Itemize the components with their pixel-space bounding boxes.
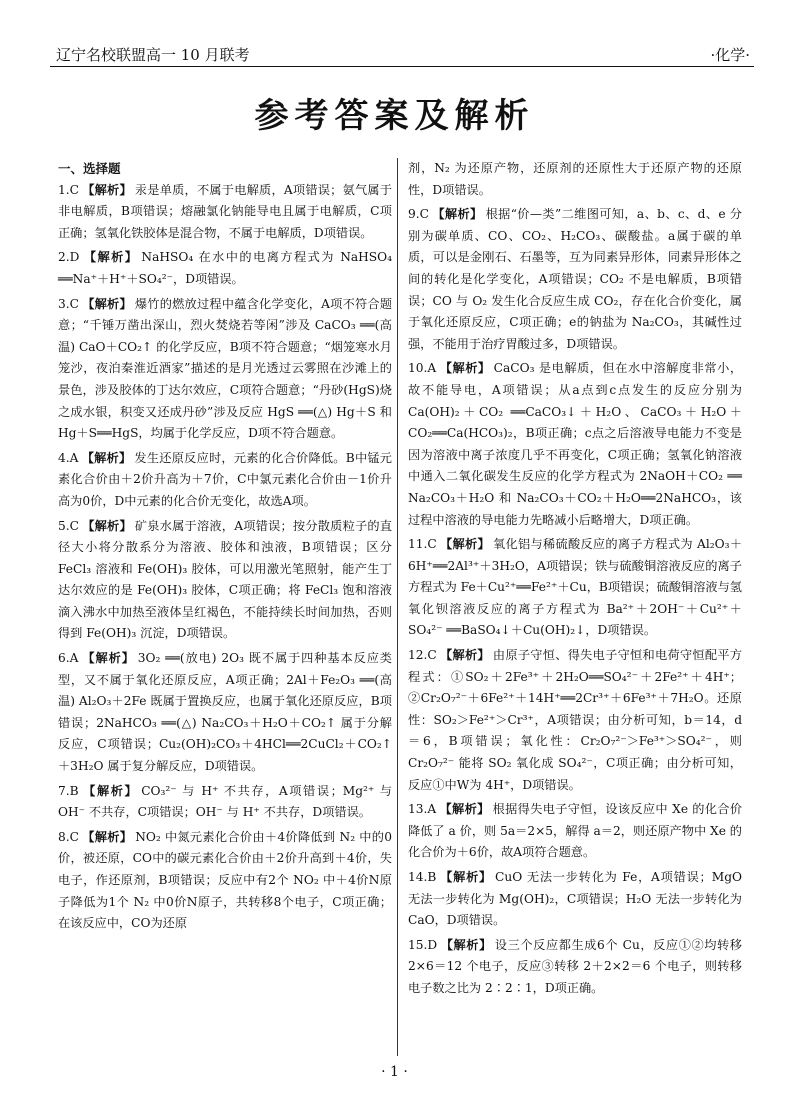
- answer-item: [408, 358, 742, 531]
- answer-letter: A: [69, 450, 79, 465]
- answer-letter: C: [69, 296, 79, 311]
- answer-item: [58, 448, 392, 513]
- answer-item: [58, 180, 392, 245]
- analysis-label: 【解析】: [439, 870, 493, 884]
- analysis-text: NaHSO₄ 在水中的电离方程式为 NaHSO₄ ══Na⁺＋H⁺＋SO₄²⁻，D项错误。: [58, 250, 392, 286]
- analysis-label: 【解析】: [439, 648, 490, 663]
- question-number: 10.: [408, 361, 428, 376]
- exam-name: 辽宁名校联盟高一 10 月联考: [56, 46, 250, 64]
- analysis-text: 3O₂ ══(放电) 2O₃ 既不属于四种基本反应类型，又不属于氧化还原反应，A项正确；2Al＋Fe₂O₃ ══(高温) Al₂O₃＋2Fe 既属于置换反应，也属于氧化还原反应，B项错误；2NaHCO₃ ══(△) Na₂CO₃＋H₂O＋CO₂↑ 属于分解反应，C项错误；Cu₂(OH)₂CO₃＋4HCl══2CuCl₂＋CO₂↑＋3H₂O 属于复分解反应，D项错误。: [58, 651, 392, 774]
- answer-letter: C: [427, 648, 437, 663]
- page-header: [50, 42, 754, 67]
- right-column: [408, 158, 742, 1003]
- question-number: 2.: [58, 250, 70, 265]
- answer-item: [58, 648, 392, 778]
- analysis-text: 矿泉水属于溶液，A项错误；按分散质粒子的直径大小将分散系分为溶液、胶体和浊液，B项错误；区分 FeCl₃ 溶液和 Fe(OH)₃ 胶体，可以用激光笔照射，能产生丁达尔效应的是 Fe(OH)₃ 胶体，C项正确；将 FeCl₃ 饱和溶液滴入沸水中加热至液体呈红褐色，不能持续长时间加热，否则得到 Fe(OH)₃ 沉淀，D项错误。: [58, 518, 393, 641]
- question-number: 9.: [408, 207, 420, 222]
- question-number: 11.: [408, 537, 428, 552]
- analysis-text: CuO 无法一步转化为 Fe，A项错误；MgO 无法一步转化为 Mg(OH)₂，C项错误；H₂O 无法一步转化为 CaO，D项错误。: [408, 870, 743, 928]
- analysis-text: NO₂ 中氮元素化合价由＋4价降低到 N₂ 中的0价，被还原，CO中的碳元素化合价由＋2价升高到＋4价，失电子，作还原剂，B项错误；反应中有2个 NO₂ 中＋4价N原子降低为1个 N₂ 中0价N原子，共转移8个电子，C项正确；在该反应中，CO为还原: [58, 829, 392, 931]
- question-number: 13.: [408, 802, 428, 817]
- analysis-text: 由原子守恒、得失电子守恒和电荷守恒配平方程式：①SO₂＋2Fe³⁺＋2H₂O══SO₄²⁻＋2Fe²⁺＋4H⁺；②Cr₂O₇²⁻＋6Fe²⁺＋14H⁺══2Cr³⁺＋6Fe³⁺＋7H₂O。还原性：SO₂＞Fe²⁺＞Cr³⁺，A项错误；由分析可知，b＝14，d＝6，B项错误；氧化性：Cr₂O₇²⁻＞Fe³⁺＞SO₄²⁻，则 Cr₂O₇²⁻ 能将 SO₂ 氧化成 SO₄²⁻，C项正确；由分析可知，反应①中W为 4H⁺，D项错误。: [408, 648, 743, 792]
- question-number: 3.: [58, 296, 70, 311]
- question-number: 7.: [58, 783, 70, 798]
- answer-item: [408, 935, 742, 1000]
- analysis-label: 【解析】: [439, 802, 490, 817]
- answer-letter: A: [427, 361, 437, 376]
- analysis-text: 汞是单质，不属于电解质，A项错误；氨气属于非电解质，B项错误；熔融氯化钠能导电且属于电解质，C项正确；氢氧化铁胶体是混合物，不属于电解质，D项错误。: [58, 182, 393, 240]
- question-number: 6.: [58, 651, 70, 666]
- analysis-text: 爆竹的燃放过程中蕴含化学变化，A项不符合题意；“千锤万凿出深山，烈火焚烧若等闲”涉及 CaCO₃ ══(高温) CaO＋CO₂↑ 的化学反应，B项不符合题意；“烟笼寒水月笼沙，夜泊秦淮近酒家”描述的是月光透过云雾照在沙滩上的景色，涉及胶体的丁达尔效应，C项符合题意；“丹砂(HgS)烧之成水银，积变又还成丹砂”涉及反应 HgS ══(△) Hg＋S 和 Hg＋S══HgS，均属于化学反应，D项不符合题意。: [58, 296, 393, 441]
- answer-item: [408, 534, 742, 642]
- answer-letter: A: [69, 651, 79, 666]
- question-number: 5.: [58, 518, 70, 533]
- answer-item: [58, 247, 392, 290]
- answer-letter: B: [69, 783, 79, 798]
- answer-letter: C: [69, 182, 79, 197]
- answer-letter: C: [427, 537, 437, 552]
- analysis-text: 氧化铝与稀硫酸反应的离子方程式为 Al₂O₃＋6H⁺══2Al³⁺＋3H₂O，A项错误；铁与硫酸铜溶液反应的离子方程式为 Fe＋Cu²⁺══Fe²⁺＋Cu，B项错误；硫酸铜溶液与氢氧化钡溶液反应的离子方程式为 Ba²⁺＋2OH⁻＋Cu²⁺＋SO₄²⁻ ══BaSO₄↓＋Cu(OH)₂↓，D项错误。: [408, 537, 743, 638]
- question-number: 14.: [408, 870, 428, 884]
- answer-letter: C: [69, 518, 79, 533]
- question-number: 15.: [408, 937, 428, 952]
- answer-item: [58, 294, 392, 445]
- answer-letter: D: [427, 937, 438, 952]
- analysis-label: 【解析】: [81, 829, 133, 844]
- answer-letter: D: [69, 250, 80, 265]
- subject-label: ·化学·: [710, 46, 750, 64]
- analysis-text: 剂，N₂ 为还原产物，还原剂的还原性大于还原产物的还原性，D项错误。: [408, 161, 742, 197]
- question-number: 4.: [58, 450, 70, 465]
- page-number: · 1 ·: [381, 1064, 408, 1080]
- document-title: 参考答案及解析: [254, 96, 535, 136]
- analysis-label: 【解析】: [439, 537, 490, 552]
- analysis-label: 【解析】: [81, 651, 135, 666]
- answer-item: [58, 781, 392, 824]
- question-number: 1.: [58, 182, 70, 197]
- analysis-label: 【解析】: [439, 361, 491, 376]
- answer-item: [408, 204, 742, 355]
- right-answer-list: [408, 158, 742, 1000]
- analysis-label: 【解析】: [81, 450, 132, 465]
- analysis-label: 【解析】: [81, 182, 132, 197]
- answer-letter: C: [69, 829, 79, 844]
- section-heading: 一、选择题: [58, 161, 121, 176]
- analysis-text: 发生还原反应时，元素的化合价降低。B中锰元素化合价由＋2价升高为＋7价，C中氯元素化合价由－1价升高为0价，D中元素的化合价无变化，故选A项。: [58, 450, 392, 508]
- left-answer-list: [58, 180, 392, 935]
- analysis-label: 【解析】: [81, 783, 139, 798]
- analysis-label: 【解析】: [81, 518, 132, 533]
- answer-item: [58, 827, 392, 935]
- answer-letter: A: [427, 802, 437, 817]
- left-column: [58, 158, 392, 938]
- analysis-label: 【解析】: [82, 250, 139, 265]
- answer-letter: C: [419, 207, 429, 222]
- analysis-text: CO₃²⁻ 与 H⁺ 不共存，A项错误；Mg²⁺ 与 OH⁻ 不共存，C项错误；OH⁻ 与 H⁺ 不共存，D项错误。: [58, 783, 392, 820]
- analysis-text: 根据得失电子守恒，设该反应中 Xe 的化合价降低了 a 价，则 5a＝2×5，解得 a＝2，则还原产物中 Xe 的化合价为＋6价，故A项符合题意。: [408, 802, 743, 860]
- question-number: 8.: [58, 829, 70, 844]
- analysis-text: 根据“价—类”二维图可知，a、b、c、d、e 分别为碳单质、CO、CO₂、H₂CO₃、碳酸盐。a属于碳的单质，可以是金刚石、石墨等，互为同素异形体，同素异形体之间的转化是化学变化，A项错误；CO₂ 不是电解质，B项错误；CO 与 O₂ 发生化合反应生成 CO₂，存在化合价变化，属于氧化还原反应，C项正确；e的钠盐为 Na₂CO₃，其碱性过强，不能用于治疗胃酸过多，D项错误。: [408, 207, 742, 351]
- column-divider: [397, 158, 398, 1056]
- answer-item: [408, 158, 742, 201]
- analysis-text: 设三个反应都生成6个 Cu，反应①②均转移 2×6＝12 个电子，反应③转移 2＋2×2＝6 个电子，则转移电子数之比为 2∶2∶1，D项正确。: [408, 937, 742, 995]
- answer-item: [408, 799, 742, 864]
- analysis-text: CaCO₃ 是电解质，但在水中溶解度非常小，故不能导电，A项错误；从a点到c点发生的反应分别为 Ca(OH)₂＋CO₂ ══CaCO₃↓＋H₂O、CaCO₃＋H₂O＋CO₂══Ca(HCO₃)₂，B项正确；c点之后溶液导电能力不变是因为溶液中离子浓度几乎不再变化，C项正确；氢氧化钠溶液中通入二氧化碳发生反应的化学方程式为 2NaOH＋CO₂ ══ Na₂CO₃＋H₂O 和 Na₂CO₃＋CO₂＋H₂O══2NaHCO₃，该过程中溶液的导电能力先略减小后略增大，D项正确。: [408, 361, 743, 527]
- answer-letter: B: [427, 870, 437, 884]
- answer-item: [408, 645, 742, 796]
- analysis-label: 【解析】: [431, 207, 483, 222]
- analysis-label: 【解析】: [81, 296, 132, 311]
- answer-item: [58, 516, 392, 646]
- answer-item: [408, 867, 742, 932]
- question-number: 12.: [408, 648, 428, 663]
- analysis-label: 【解析】: [440, 937, 492, 952]
